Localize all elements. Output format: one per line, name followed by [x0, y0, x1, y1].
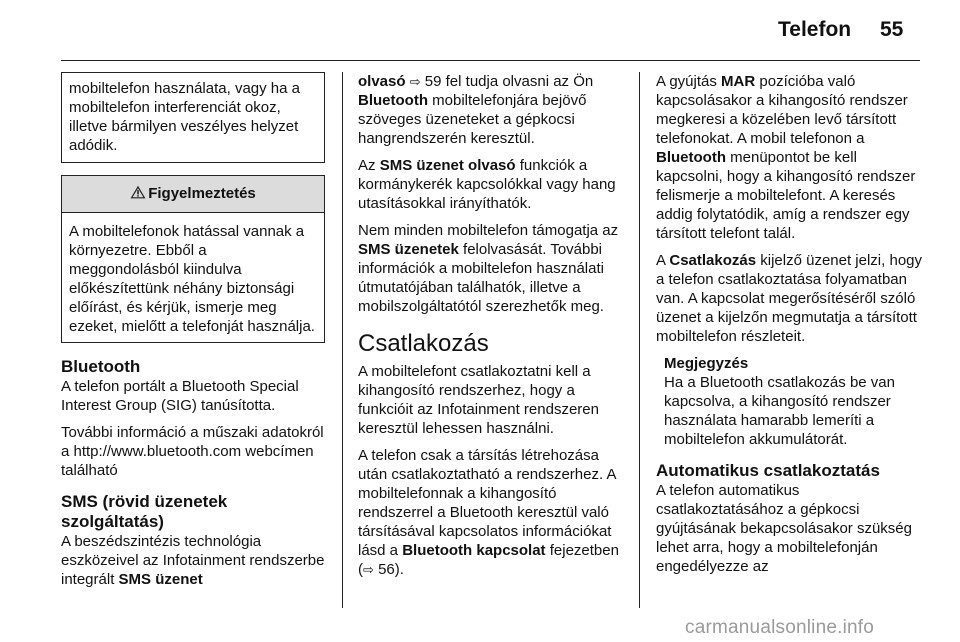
page-reference[interactable]: 56	[378, 561, 395, 578]
note-text: Ha a Bluetooth csatlakozás be van kapcsolva, a kihangosító rendszer használata hamarabb lemeríti a mobiltelefon akkumulátorát.	[664, 374, 895, 448]
paragraph-text: A gyújtás	[656, 73, 722, 90]
sms-paragraph-1	[61, 532, 325, 589]
auto-connect-paragraph: A telefon automatikus csatlakoztatásához a gépkocsi gyújtásának bekapcsolásakor szükség lehet arra, hogy a mobiltelefonján engedélyezze az	[656, 482, 912, 575]
bluetooth-term: Bluetooth	[656, 149, 726, 166]
ignition-paragraph	[656, 72, 926, 243]
paragraph-text: mobiltelefonjára bejövő szöveges üzeneteket a gépkocsi hangrendszerén keresztül.	[358, 92, 587, 147]
note-title: Megjegyzés	[664, 355, 749, 372]
csatlakozas-heading: Csatlakozás	[358, 330, 489, 357]
bluetooth-paragraph-2: További információ a műszaki adatokról a http://www.bluetooth.com webcímen található	[61, 424, 324, 479]
page-reference[interactable]: 59	[424, 73, 442, 90]
sms-reader-paragraph	[358, 72, 628, 148]
sms-control-paragraph	[358, 156, 628, 213]
warning-triangle-icon	[130, 185, 146, 199]
continued-warning-text: mobiltelefon használata, vagy ha a mobiltelefon interferenciát okoz, illetve bármilyen veszélyes helyzet adódik.	[69, 80, 300, 154]
continued-warning-box	[61, 72, 325, 163]
bluetooth-paragraph-1: A telefon portált a Bluetooth Special Interest Group (SIG) tanúsította.	[61, 378, 299, 414]
paragraph-text: fejezetben (	[358, 542, 619, 578]
bluetooth-connection-term: Bluetooth kapcsolat	[402, 542, 546, 559]
paragraph-text: pozícióba való kapcsolásakor a kihangosító rendszer megkeresi a közelében levő társított telefonokat. A mobil telefonon a	[656, 73, 908, 147]
paragraph-text: felolvasását. További információk a mobiltelefon használati útmutatójában találhatók, illetve a mobilszolgáltatótól szerezhetők meg.	[358, 241, 604, 315]
page-number: 55	[880, 18, 904, 41]
column-divider-1	[342, 72, 343, 608]
arrow-right-icon: ⇨	[363, 562, 374, 577]
connection-message-paragraph	[656, 251, 926, 346]
paragraph-text: kijelző üzenet jelzi, hogy a telefon csatlakoztatása folyamatban van. A kapcsolat megerősítéséről szóló üzenet a kijelzőn megmutatja a társított mobiltelefon részleteit.	[656, 252, 923, 345]
column-2	[358, 72, 628, 587]
paragraph-text: Nem minden mobiltelefon támogatja az	[358, 222, 619, 239]
watermark: carmanualsonline.info	[685, 617, 875, 638]
header-divider	[61, 60, 920, 61]
paragraph-text: funkciók a kormánykerék kapcsolókkal vagy hang utasításokkal irányíthatók.	[358, 157, 616, 212]
warning-header	[62, 176, 324, 213]
mar-term: MAR	[721, 73, 756, 90]
auto-connect-heading: Automatikus csatlakoztatás	[656, 461, 880, 480]
connection-paragraph-2	[358, 446, 628, 579]
sms-support-paragraph	[358, 221, 628, 316]
paragraph-text: A telefon csak a társítás létrehozása után csatlakoztatható a rendszerhez. A mobiltelefonnak a kihangosító rendszerrel a Bluetooth keresztül való társításával kapcsolatos információkat lásd a	[358, 447, 616, 559]
paragraph-text: fel tudja olvasni az Ön	[441, 73, 594, 90]
page-header-title: Telefon	[778, 18, 852, 41]
sms-messages-term: SMS üzenetek	[358, 241, 459, 258]
sms-reader-term: SMS üzenet olvasó	[379, 157, 516, 174]
column-3	[656, 72, 926, 584]
arrow-right-icon: ⇨	[409, 74, 421, 89]
paragraph-text: menüpontot be kell kapcsolni, hogy a kihangosító rendszer felismerje a mobiltelefont. A keresés addig folytatódik, amíg a rendszer egy társított telefont talál.	[656, 149, 916, 242]
column-1	[61, 72, 325, 597]
paragraph-text: ).	[394, 561, 404, 578]
connection-paragraph-1: A mobiltelefont csatlakoztatni kell a kihangosító rendszerhez, hogy a funkcióit az Infotainment rendszeren keresztül lehessen használni.	[358, 363, 599, 437]
sms-heading: SMS (rövid üzenetek szolgáltatás)	[61, 492, 228, 531]
bluetooth-term: Bluetooth	[358, 92, 428, 109]
paragraph-text: A	[656, 252, 670, 269]
sms-reader-term-cont: olvasó	[358, 73, 406, 90]
sms-reader-term: SMS üzenet	[118, 571, 203, 588]
note-box	[664, 354, 926, 449]
warning-box	[61, 175, 325, 343]
column-divider-2	[639, 72, 640, 608]
warning-body: A mobiltelefonok hatással vannak a környezetre. Ebből a meggondolásból kiindulva előkészítettünk néhány biztonsági előírást, és kérjük, ismerje meg ezeket, mielőtt a telefonját használja.	[69, 223, 315, 335]
bluetooth-heading: Bluetooth	[61, 357, 141, 376]
sms-paragraph-text: A beszédszintézis technológia eszközeivel az Infotainment rendszerbe integrált	[61, 533, 325, 588]
warning-title: Figyelmeztetés	[148, 185, 256, 202]
csatlakozas-term: Csatlakozás	[669, 252, 757, 269]
paragraph-text: Az	[358, 157, 380, 174]
